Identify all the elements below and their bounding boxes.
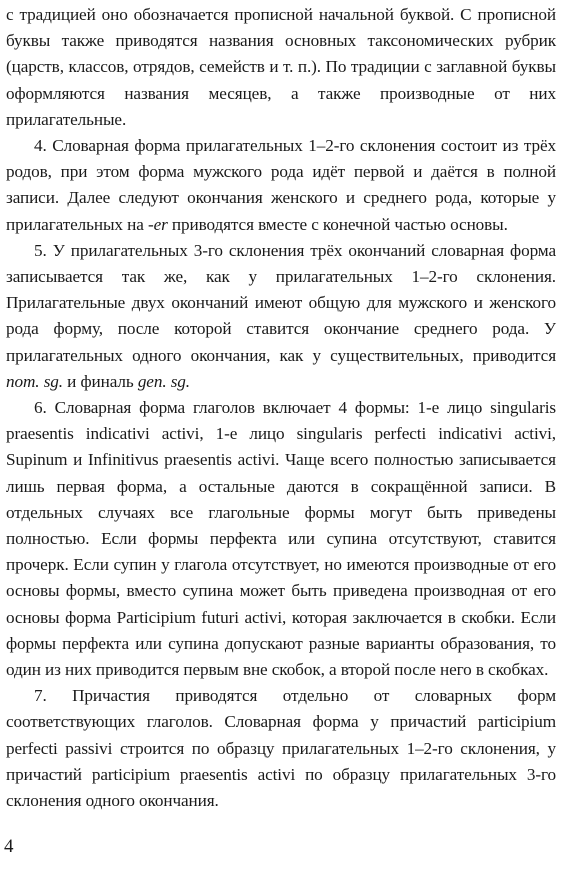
body-text	[6, 2, 556, 814]
text-segment: приводятся вместе с конечной частью основы.	[167, 214, 508, 234]
text-segment: 6. Словарная форма глаголов включает 4 формы: 1-е лицо singularis praesentis indicativi activi, 1-е лицо singularis perfecti indicativi activi, Supinum и Infinitivus praesentis activi. Чаще всего полностью записывается лишь первая форма, а остальные даются в сокращённой записи. В отдельных случаях все глагольные формы могут быть приведены полностью. Если формы перфекта или супина отсутствуют, ставится прочерк. Если супин у глагола отсутствует, но имеются производные от его основы формы, вместо супина может быть приведена производная от его основы форма Participium futuri activi, которая заключается в скобки. Если формы перфекта или супина допускают разные варианты образования, то один из них приводится первым вне скобок, а второй после него в скобках.	[6, 398, 556, 680]
italic-term: gen. sg.	[137, 371, 191, 391]
text-segment: 7. Причастия приводятся отдельно от словарных форм соответствующих глаголов. Словарная форма у причастий participium perfecti passivi строится по образцу прилагательных 1–2-го склонения, у причастий participium praesentis activi по образцу прилагательных 3-го склонения одного окончания.	[6, 686, 556, 811]
paragraph-continuation	[6, 2, 556, 133]
text-segment: 5. У прилагательных 3-го склонения трёх окончаний словарная форма записывается так же, как у прилагательных 1–2-го склонения. Прилагательные двух окончаний имеют общую для мужского и женского рода форму, после которой ставится окончание среднего рода. У прилагательных одного окончания, как у существительных, приводится	[6, 240, 556, 365]
text-segment: 4. Словарная форма прилагательных 1–2-го склонения состоит из трёх родов, при этом форма мужского рода идёт первой и даётся в полной записи. Далее следуют окончания женского и среднего рода, которые у прилагательных на	[6, 136, 556, 234]
paragraph-adjectives-3-declension	[6, 238, 556, 395]
paragraph-participles	[6, 683, 556, 814]
text-segment: с традицией оно обозначается прописной начальной буквой. С прописной буквы также приводятся названия основных таксономических рубрик (царств, классов, отрядов, семейств и т. п.). По традиции с заглавной буквы оформляются названия месяцев, а также производные от них прилагательные.	[6, 5, 556, 129]
paragraph-adjectives-1-2-declension	[6, 133, 556, 238]
page-number: 4	[4, 836, 14, 857]
text-segment: и финаль	[62, 371, 138, 391]
italic-term: nom. sg.	[6, 371, 63, 391]
italic-term: -er	[147, 214, 168, 234]
paragraph-verbs	[6, 395, 556, 683]
